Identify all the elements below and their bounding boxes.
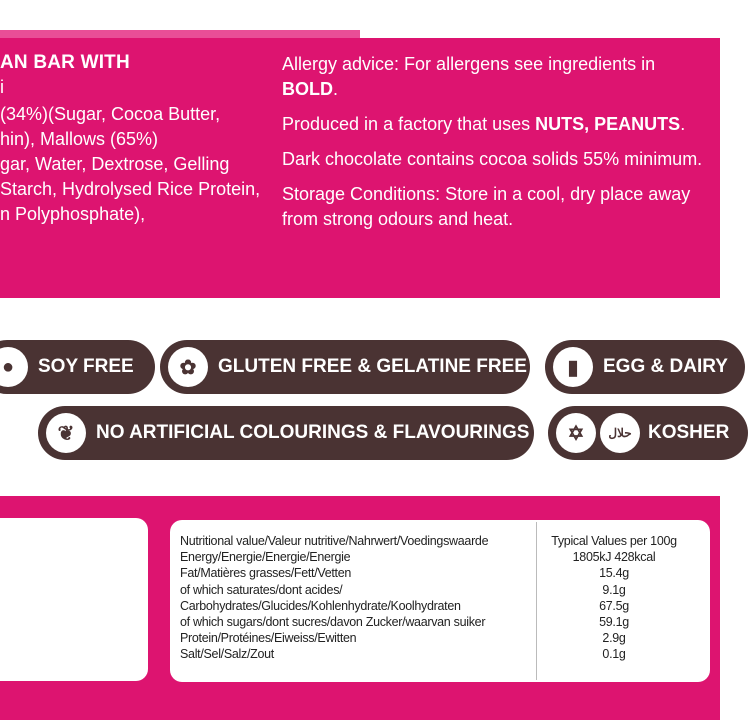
dark-chocolate-note: Dark chocolate contains cocoa solids 55% minimum. [282,149,703,169]
table-row: Salt/Sel/Salz/Zout 0.1g [180,647,626,662]
kosher-halal-badge: ✡ حلال KOSHER [548,406,748,460]
soy-free-badge: ● SOY FREE [0,340,155,394]
factory-notice: Produced in a factory that uses NUTS, PEANUTS. [282,114,686,134]
left-card [0,518,148,681]
ingredients-line: hin), Mallows (65%) [0,129,159,149]
nutrition-table [180,533,690,663]
ingredients-line: gar, Water, Dextrose, Gelling [0,154,230,174]
star-of-david-icon: ✡ [556,413,596,453]
allergy-advice: Allergy advice: For allergens see ingredients in BOLD. [282,54,656,99]
ingredients-line: i [0,77,4,97]
table-row: of which sugars/dont sucres/davon Zucker/waarvan suiker 59.1g [180,615,629,630]
ingredients-text [0,50,275,227]
ingredients-line: (34%)(Sugar, Cocoa Butter, [0,104,221,124]
table-row: Carbohydrates/Glucides/Kohlenhydrate/Koolhydraten 67.5g [180,598,629,613]
wheat-icon: ✿ [168,347,208,387]
bottle-icon: ▮ [553,347,593,387]
egg-dairy-badge: ▮ EGG & DAIRY [545,340,745,394]
ingredients-line: Starch, Hydrolysed Rice Protein, [0,179,261,199]
gluten-free-badge: ✿ GLUTEN FREE & GELATINE FREE [160,340,530,394]
leaf-hand-icon: ❦ [46,413,86,453]
storage-conditions: Storage Conditions: Store in a cool, dry place away from strong odours and heat. [282,184,691,229]
ingredients-line: n Polyphosphate), [0,204,146,224]
halal-icon: حلال [600,413,640,453]
badges-area [0,298,720,498]
nutrition-header: Nutritional value/Valeur nutritive/Nahrwert/Voedingswaarde Typical Values per 100g [180,534,677,548]
table-row: Energy/Energie/Energie/Energie 1805kJ 428kcal [180,550,656,565]
table-row: Protein/Protéines/Eiweiss/Ewitten 2.9g [180,631,626,646]
no-artificial-badge: ❦ NO ARTIFICIAL COLOURINGS & FLAVOURINGS [38,406,534,460]
top-white-band [0,0,720,20]
panel-edge [0,30,360,38]
ingredients-heading: AN BAR WITH [0,52,130,73]
table-row: Fat/Matières grasses/Fett/Vetten 15.4g [180,566,629,581]
table-row: of which saturates/dont acides/ 9.1g [180,582,626,597]
soy-icon: ● [0,347,28,387]
info-text [282,52,712,242]
